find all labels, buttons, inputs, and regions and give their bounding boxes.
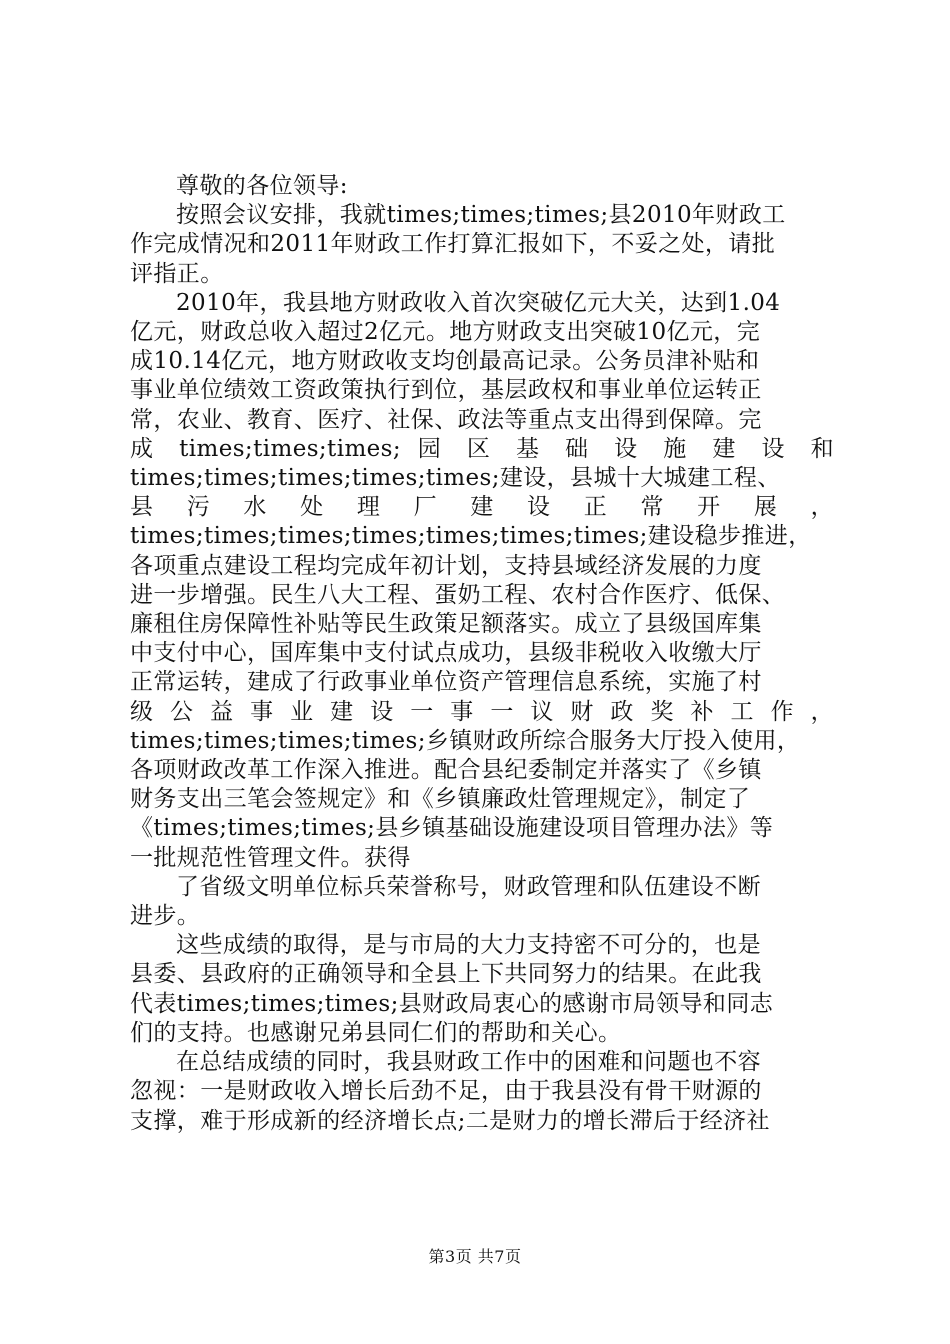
text-line: 进一步增强。民生八大工程、蛋奶工程、农村合作医疗、低保、 xyxy=(130,581,786,608)
text-line: 一批规范性管理文件。获得 xyxy=(130,844,411,871)
text-line: 县 污 水 处 理 厂 建 设 正 常 开 展 ， xyxy=(130,494,834,521)
text-line: 忽视：一是财政收入增长后劲不足，由于我县没有骨干财源的 xyxy=(130,1078,762,1105)
text-line: 2010年，我县地方财政收入首次突破亿元大关，达到1.04 xyxy=(176,289,781,316)
text-line: times;times;times;times;times;建设，县城十大城建工程、 xyxy=(130,465,781,492)
text-line: 中支付中心，国库集中支付试点成功，县级非税收入收缴大厅 xyxy=(130,640,762,667)
text-line: 县委、县政府的正确领导和全县上下共同努力的结果。在此我 xyxy=(130,961,762,988)
text-line: 按照会议安排，我就times;times;times;县2010年财政工 xyxy=(176,202,786,229)
text-line: 进步。 xyxy=(130,903,201,930)
text-line: 事业单位绩效工资政策执行到位，基层政权和事业单位运转正 xyxy=(130,377,762,404)
text-line: times;times;times;times;times;times;times;建设稳步推进， xyxy=(130,523,812,550)
text-line: 财务支出三笔会签规定》和《乡镇廉政灶管理规定》，制定了 xyxy=(130,786,751,813)
text-line: 成10.14亿元，地方财政收支均创最高记录。公务员津补贴和 xyxy=(130,348,760,375)
text-line: 亿元，财政总收入超过2亿元。地方财政支出突破10亿元，完 xyxy=(130,319,761,346)
text-line: 作完成情况和2011年财政工作打算汇报如下，不妥之处，请批 xyxy=(130,231,776,258)
text-line: 了省级文明单位标兵荣誉称号，财政管理和队伍建设不断 xyxy=(176,873,761,900)
text-line: 各项重点建设工程均完成年初计划，支持县域经济发展的力度 xyxy=(130,552,762,579)
text-line: 成 times;times;times; 园 区 基 础 设 施 建 设 和 xyxy=(130,435,834,462)
text-line: 评指正。 xyxy=(130,260,224,287)
text-line: 们的支持。也感谢兄弟县同仁们的帮助和关心。 xyxy=(130,1019,622,1046)
page-number: 第3页 共7页 xyxy=(428,1247,522,1266)
text-line: 常，农业、教育、医疗、社保、政法等重点支出得到保障。完 xyxy=(130,406,762,433)
text-line: 在总结成绩的同时，我县财政工作中的困难和问题也不容 xyxy=(176,1049,761,1076)
text-line: 尊敬的各位领导: xyxy=(176,173,348,199)
text-line: 这些成绩的取得，是与市局的大力支持密不可分的，也是 xyxy=(176,932,761,959)
text-line: 代表times;times;times;县财政局衷心的感谢市局领导和同志 xyxy=(130,990,774,1017)
text-line: 廉租住房保障性补贴等民生政策足额落实。成立了县级国库集 xyxy=(130,611,762,638)
text-line: times;times;times;times;乡镇财政所综合服务大厅投入使用， xyxy=(130,727,801,754)
text-line: 支撑，难于形成新的经济增长点;二是财力的增长滞后于经济社 xyxy=(130,1107,770,1134)
text-line: 各项财政改革工作深入推进。配合县纪委制定并落实了《乡镇 xyxy=(130,757,762,784)
page-footer xyxy=(0,1244,950,1267)
text-line: 级 公 益 事 业 建 设 一 事 一 议 财 政 奖 补 工 作 ， xyxy=(130,698,834,725)
text-line: 《times;times;times;县乡镇基础设施建设项目管理办法》等 xyxy=(130,815,774,842)
text-line: 正常运转，建成了行政事业单位资产管理信息系统，实施了村 xyxy=(130,669,762,696)
document-body xyxy=(130,172,834,1136)
